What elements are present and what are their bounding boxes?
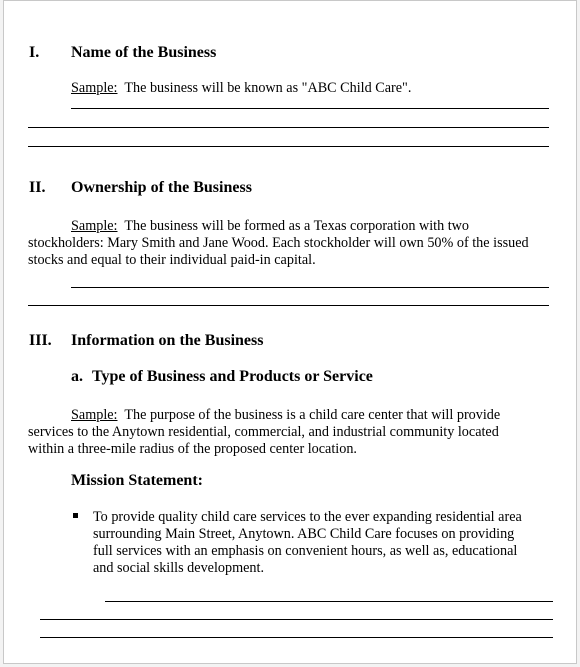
blank-line[interactable] [40, 619, 553, 620]
section-2-sample-line-3: stocks and equal to their individual paid-in capital. [28, 252, 316, 268]
sample-text: The business will be formed as a Texas corporation with two [124, 218, 470, 234]
sample-label: Sample: [71, 407, 118, 423]
blank-line[interactable] [28, 127, 549, 128]
section-1-sample [71, 80, 411, 97]
blank-line[interactable] [28, 146, 549, 147]
blank-line[interactable] [40, 637, 553, 638]
sample-text: The business will be known as "ABC Child Care". [124, 80, 412, 96]
mission-line-2: surrounding Main Street, Anytown. ABC Child Care focuses on providing [93, 526, 515, 542]
section-2-numeral: II. [29, 179, 46, 196]
blank-line[interactable] [71, 108, 549, 109]
mission-statement-title: Mission Statement: [71, 472, 203, 489]
bullet-icon [73, 513, 78, 518]
blank-line[interactable] [28, 305, 549, 306]
section-3-numeral: III. [29, 332, 52, 349]
section-1-title: Name of the Business [71, 44, 217, 61]
sample-text: The purpose of the business is a child care center that will provide [124, 407, 501, 423]
subsection-a-letter: a. [71, 368, 83, 385]
document-page [3, 0, 577, 664]
mission-line-4: and social skills development. [93, 560, 265, 576]
section-3-sample-line-1 [71, 407, 500, 424]
section-3-sample-line-3: within a three-mile radius of the proposed center location. [28, 441, 357, 457]
sample-label: Sample: [71, 218, 118, 234]
section-1-numeral: I. [29, 44, 40, 61]
blank-line[interactable] [71, 287, 549, 288]
sample-label: Sample: [71, 80, 118, 96]
section-2-title: Ownership of the Business [71, 179, 252, 196]
blank-line[interactable] [105, 601, 553, 602]
subsection-a-title: Type of Business and Products or Service [92, 368, 373, 385]
section-3-sample-line-2: services to the Anytown residential, commercial, and industrial community located [28, 424, 499, 440]
mission-line-1: To provide quality child care services to the ever expanding residential area [93, 509, 522, 525]
section-2-sample-line-2: stockholders: Mary Smith and Jane Wood. Each stockholder will own 50% of the issued [28, 235, 529, 251]
section-2-sample-line-1 [71, 218, 469, 235]
mission-line-3: full services with an emphasis on convenient hours, as well as, educational [93, 543, 518, 559]
section-3-title: Information on the Business [71, 332, 264, 349]
